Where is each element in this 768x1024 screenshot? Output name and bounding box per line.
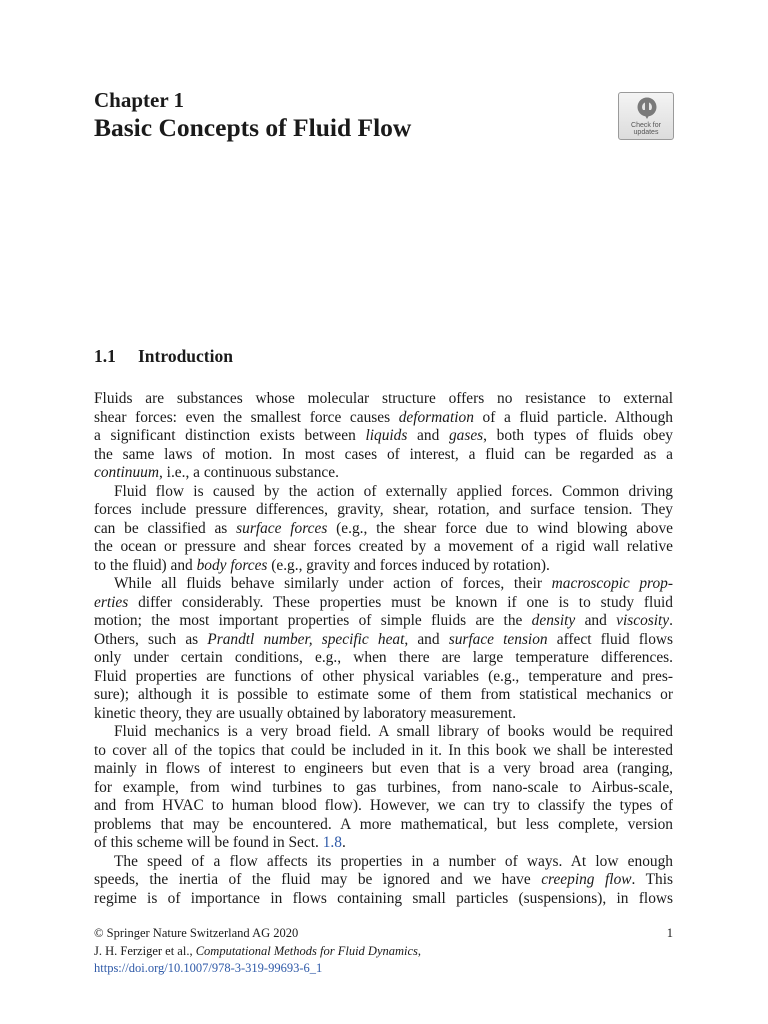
text-segment: The speed of a flow affects its properties in a number of ways. At low enough xyxy=(114,852,673,870)
emphasis-text: viscosity xyxy=(616,612,670,629)
text-line xyxy=(94,538,673,557)
text-segment: speeds, the inertia of the fluid may be ignored and we have xyxy=(94,871,542,888)
text-segment: , both types of fluids obey xyxy=(483,427,674,444)
text-segment: and from HVAC to human blood flow). However, we can try to classify the types of xyxy=(94,797,673,814)
text-segment: Fluid mechanics is a very broad field. A small library of books would be required xyxy=(114,723,673,740)
text-segment: and xyxy=(407,427,449,444)
section-heading xyxy=(94,346,233,366)
text-line xyxy=(94,723,673,742)
text-line xyxy=(94,631,673,650)
text-segment: kinetic theory, they are usually obtained by laboratory measurement. xyxy=(94,704,517,722)
text-segment: (e.g., the shear force due to wind blowing above xyxy=(327,519,674,537)
check-for-updates-icon xyxy=(636,96,658,120)
text-line xyxy=(94,760,673,779)
text-line xyxy=(94,834,673,853)
text-segment: . xyxy=(341,834,346,851)
page-number: 1 xyxy=(666,926,673,940)
text-line xyxy=(94,797,673,816)
emphasis-text: body forces xyxy=(196,556,268,574)
text-line xyxy=(94,464,673,483)
text-line xyxy=(94,427,673,446)
text-line xyxy=(94,890,673,909)
text-line xyxy=(94,779,673,798)
emphasis-text: Prandtl number, specific heat xyxy=(207,630,405,648)
text-line xyxy=(94,816,673,835)
text-segment: Fluid flow is caused by the action of externally applied forces. Common driving xyxy=(114,482,673,500)
text-line xyxy=(94,594,673,613)
text-segment: Others, such as xyxy=(94,630,208,648)
emphasis-text: density xyxy=(531,612,576,629)
text-line xyxy=(94,501,673,520)
text-segment: . This xyxy=(631,871,673,888)
text-line xyxy=(94,649,673,668)
text-segment: sure); although it is possible to estimate some of them from statistical mechanics or xyxy=(94,686,673,703)
text-segment: and xyxy=(575,612,617,629)
text-segment: While all fluids behave similarly under action of forces, their xyxy=(114,575,552,592)
emphasis-text: liquids xyxy=(365,427,408,444)
body-text xyxy=(94,390,673,908)
citation-authors: J. H. Ferziger et al., xyxy=(94,943,196,958)
emphasis-text: macroscopic prop- xyxy=(551,575,673,592)
text-segment: . xyxy=(669,612,673,629)
text-segment: (e.g., gravity and forces induced by rotation). xyxy=(267,556,550,574)
text-segment: , and xyxy=(404,630,449,648)
section-number: 1.1 xyxy=(94,346,116,366)
doi-link[interactable]: https://doi.org/10.1007/978-3-319-99693-6_1 xyxy=(94,961,323,975)
text-segment: of a fluid particle. Although xyxy=(473,408,673,426)
text-segment: a significant distinction exists between xyxy=(94,427,366,444)
text-line xyxy=(94,483,673,502)
emphasis-text: creeping flow xyxy=(541,871,632,888)
citation-line xyxy=(94,943,673,961)
text-segment: to cover all of the topics that could be included in it. In this book we shall be interested xyxy=(94,741,673,759)
emphasis-text: surface tension xyxy=(448,630,548,648)
text-segment: Fluid properties are functions of other physical variables (e.g., temperature and pres- xyxy=(94,667,673,685)
badge-label-line1: Check for xyxy=(631,122,661,129)
text-segment: , i.e., a continuous substance. xyxy=(158,464,339,481)
text-segment: motion; the most important properties of simple fluids are the xyxy=(94,612,532,629)
section-title: Introduction xyxy=(138,346,233,366)
text-line xyxy=(94,446,673,465)
text-line xyxy=(94,871,673,890)
text-segment: affect fluid flows xyxy=(547,630,673,648)
section-reference-link[interactable]: 1.8 xyxy=(322,834,342,851)
text-line xyxy=(94,705,673,724)
text-line xyxy=(94,575,673,594)
text-segment: for example, from wind turbines to gas turbines, from nano-scale to Airbus-scale, xyxy=(94,778,673,796)
text-segment: mainly in flows of interest to engineers but even that is a very broad area (ranging, xyxy=(94,760,673,777)
citation-end: , xyxy=(417,943,422,958)
text-segment: of this scheme will be found in Sect. xyxy=(94,834,323,851)
text-line xyxy=(94,686,673,705)
citation-book-title: Computational Methods for Fluid Dynamics xyxy=(195,943,418,958)
text-line xyxy=(94,742,673,761)
text-line xyxy=(94,668,673,687)
text-segment: the ocean or pressure and shear forces created by a movement of a rigid wall relative xyxy=(94,538,673,555)
emphasis-text: gases xyxy=(448,427,484,444)
text-line xyxy=(94,557,673,576)
emphasis-text: continuum xyxy=(94,464,159,481)
text-line xyxy=(94,390,673,409)
text-line xyxy=(94,853,673,872)
text-segment: Fluids are substances whose molecular structure offers no resistance to external xyxy=(94,390,673,407)
text-segment: to the fluid) and xyxy=(94,556,197,574)
check-for-updates-badge[interactable] xyxy=(618,92,674,140)
chapter-label: Chapter 1 xyxy=(94,88,185,112)
badge-label-line2: updates xyxy=(633,129,659,136)
text-line xyxy=(94,409,673,428)
text-line xyxy=(94,612,673,631)
emphasis-text: surface forces xyxy=(236,519,328,537)
emphasis-text: deformation xyxy=(398,408,474,426)
page-footer xyxy=(94,925,673,978)
text-segment: regime is of importance in flows containing small particles (suspensions), in flows xyxy=(94,889,673,907)
text-segment: differ considerably. These properties must be known if one is to study fluid xyxy=(128,593,673,611)
text-line xyxy=(94,520,673,539)
text-segment: shear forces: even the smallest force causes xyxy=(94,408,399,426)
text-segment: forces include pressure differences, gravity, shear, rotation, and surface tension. They xyxy=(94,501,673,518)
copyright-line: © Springer Nature Switzerland AG 2020 xyxy=(94,926,299,940)
text-segment: problems that may be encountered. A more mathematical, but less complete, version xyxy=(94,815,673,833)
text-segment: the same laws of motion. In most cases of interest, a fluid can be regarded as a xyxy=(94,445,673,463)
text-segment: only under certain conditions, e.g., when there are large temperature differences. xyxy=(94,649,673,666)
emphasis-text: erties xyxy=(94,593,129,611)
text-segment: can be classified as xyxy=(94,519,237,537)
chapter-title: Basic Concepts of Fluid Flow xyxy=(94,113,412,142)
